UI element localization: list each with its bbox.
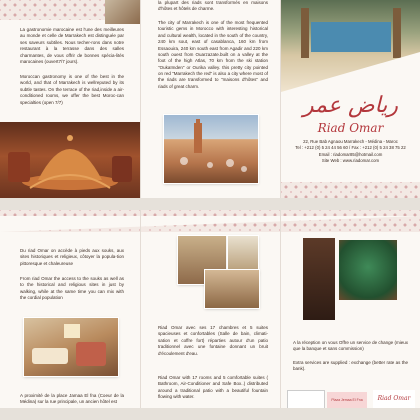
proximity-text-fr: A proximité de la place Jamaa El fna (Coeur de la Médina) sur la rue principale, un ancien hôtel est: [20, 393, 124, 405]
tagine-icon: [0, 122, 140, 198]
koutoubia-photo: [164, 115, 258, 183]
phone: Tel : +212 (0) 5 24 44 56 60 / Fax : +212 (0) 5 24 38 75 22: [295, 145, 406, 151]
panel-services: [281, 210, 420, 408]
flyer-riad: Riad Omar: [373, 390, 415, 408]
gastronomy-text-en: Moroccan gastronomy is one of the best in the world, and that of Marrakech is wellreputed by its subtle tastes. On the terrace of the riad,inside a air-conditioned rooms, we offer the best Moroc-can specialties (open 7/7): [20, 74, 124, 105]
room-photo: [205, 270, 259, 308]
tagine-photo: [0, 122, 140, 198]
brochure-outside: [0, 0, 420, 198]
exchange-text-fr: A la réception on vous Offre un service de change (mieux que la banque et sans commission): [293, 340, 408, 352]
mosque-icon: [164, 115, 258, 183]
gastronomy-text-fr: La gastronomie marocaine est l'une des meilleures au monde et celle de Marrakech est distinguée par ses saveurs subtiles. Nous techer-rons dans notre restaurant à la terrasse dans des salles charmantes, de vous offrir de bonnes spécia-lités marocaines (ouvert7/7 jours).: [20, 27, 124, 64]
room-photo: [228, 236, 258, 274]
gap: [0, 198, 420, 210]
rooms-text-fr: Riad Omar avec ses 17 chambres et 5 suites spacieuses et confortables (Salle de bain, climati-sation et coffre fort) réparties autour d'un patio traditionnel avec une fontaine donnant un bruit d'écoulement d'eau.: [158, 325, 268, 356]
email: Email : riadomar85@hotmail.com: [318, 151, 383, 157]
suite-photo: [24, 318, 118, 376]
panel-cover: [281, 0, 420, 198]
diagonal-cut: [281, 52, 420, 92]
decorative-pattern: [281, 182, 420, 198]
intro-line-fr: la plupart des riads sont transformés en maisons d'hôtes et hôtels de charme.: [158, 0, 268, 12]
flyer-plaza: Plaza Jemaa El Fna: [327, 392, 367, 408]
rooms-text-en: Riad Omar with 17 rooms and 5 comfortable suites ( Bathroom, Air-Conditioner and Safe Box..) distributed around a traditional patio with a beautiful fountain flowing with water.: [158, 375, 268, 400]
brochure-inside: [0, 210, 420, 408]
location-text-en: From riad Omar the access to the souks as well as to the historical and religious sites in just by walking, while at the same time you can mix with the cordial population: [20, 276, 124, 301]
address: 22, Rue Bab Agnaou Marrakech - Médina - Maroc: [303, 139, 398, 144]
contact-block: [287, 139, 414, 165]
marrakech-text-en: The city of Marrakech is one of the most frequented touristic gems in Morocco with interesting historical and cultural wealth, located in the south of the country, 240 km sout, east of casablanca, 160 km from Essaouira, 240 km south east from Agadir and 220 km south ouest from Ouarzazate.built on a valley at the foot of the high Atlas, 70 km from the ski station "Oukaïmden" or Ourika valley. this pretty city pointed on red "Marrakech the red" is also a city where most of the riads are transformed to "maisons d'hôtes" and riads of great charm.: [158, 20, 268, 89]
panel-rooms: [141, 210, 280, 408]
bed-icon: [24, 318, 118, 376]
waiter-photo: [303, 238, 335, 320]
logo-latin: Riad Omar: [317, 121, 384, 135]
panel-marrakech: [141, 0, 280, 198]
restaurant-photo: [105, 0, 140, 24]
map-sketch: [287, 390, 325, 408]
exchange-text-en: Extra services are supplied : exchange (better rate as the bank).: [293, 360, 408, 372]
panel-gastronomy: [0, 0, 140, 198]
website: Site Web : www.riadomar.com: [321, 158, 380, 164]
location-text-fr: Du riad Omar on accède à pieds aux souks, aux sites historiques et religieux, côtoyer la popula-tion pittoresque et chaleureuse: [20, 248, 124, 266]
garden-photo: [339, 240, 397, 300]
logo-arabic: رياض عمر: [302, 93, 399, 118]
panel-location: [0, 210, 140, 408]
